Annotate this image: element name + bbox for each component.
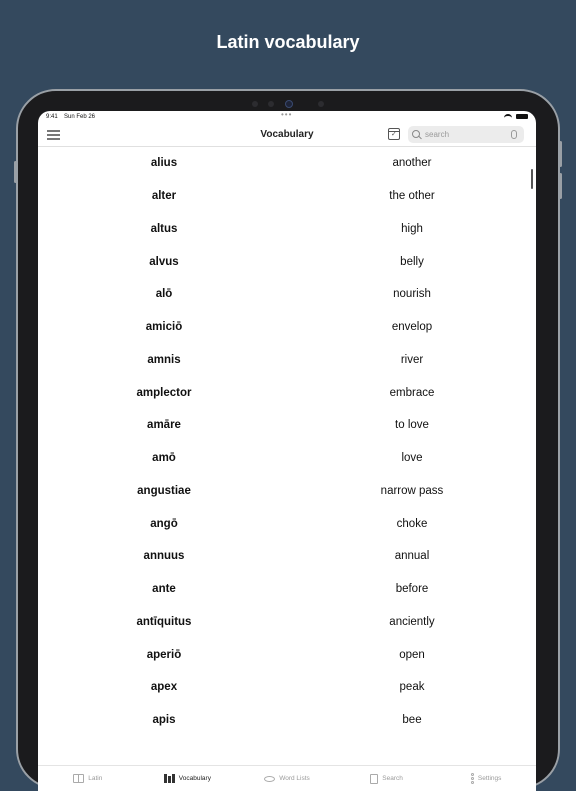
vocabulary-row[interactable] xyxy=(38,507,536,540)
latin-word: altus xyxy=(150,222,178,235)
book-icon xyxy=(73,774,84,783)
latin-word: alvus xyxy=(149,255,179,268)
latin-word: amnis xyxy=(147,353,181,366)
latin-word: apis xyxy=(152,714,176,727)
status-indicators xyxy=(504,114,528,119)
english-translation: river xyxy=(400,353,424,366)
device-volume-up-button xyxy=(559,141,562,167)
latin-word: aperiō xyxy=(146,648,182,661)
scrollbar[interactable] xyxy=(531,169,533,189)
english-translation: peak xyxy=(399,681,425,694)
english-translation: the other xyxy=(389,190,435,203)
latin-word: antīquitus xyxy=(136,615,192,628)
multitasking-dots[interactable]: ••• xyxy=(281,110,293,119)
tab-label: Word Lists xyxy=(279,775,310,782)
english-translation: annual xyxy=(394,550,430,563)
latin-word: amiciō xyxy=(145,321,183,334)
vocabulary-row[interactable] xyxy=(38,245,536,278)
navigation-bar xyxy=(38,123,536,147)
device-volume-down-button xyxy=(559,173,562,199)
page-title: Vocabulary xyxy=(260,129,314,140)
english-translation: before xyxy=(395,583,429,596)
english-translation: belly xyxy=(400,255,424,268)
vocabulary-row[interactable] xyxy=(38,409,536,442)
books-icon xyxy=(164,774,175,783)
search-input[interactable] xyxy=(425,130,509,139)
english-translation: envelop xyxy=(391,321,433,334)
tab-settings[interactable] xyxy=(436,766,536,791)
latin-word: amō xyxy=(152,452,176,465)
vocabulary-row[interactable] xyxy=(38,344,536,377)
latin-word: alter xyxy=(151,190,177,203)
english-translation: open xyxy=(399,648,425,661)
status-date: Sun Feb 26 xyxy=(64,114,96,120)
tab-vocabulary[interactable] xyxy=(138,766,238,791)
promo-headline: Latin vocabulary xyxy=(216,32,360,52)
english-translation: to love xyxy=(395,419,429,432)
vocabulary-row[interactable] xyxy=(38,213,536,246)
vocabulary-row[interactable] xyxy=(38,704,536,737)
layers-icon xyxy=(264,776,275,782)
calendar-icon[interactable] xyxy=(388,128,400,140)
english-translation: nourish xyxy=(393,288,431,301)
sensor-dot xyxy=(252,101,258,107)
latin-word: angō xyxy=(150,517,178,530)
settings-dots-icon xyxy=(471,773,474,784)
wifi-icon xyxy=(504,114,512,119)
ipad-device-frame xyxy=(16,89,560,789)
tab-bar xyxy=(38,765,536,791)
app-screen xyxy=(38,111,536,791)
sensor-dot xyxy=(318,101,324,107)
tab-latin[interactable] xyxy=(38,766,138,791)
tab-label: Settings xyxy=(477,775,502,782)
tab-label: Vocabulary xyxy=(178,775,211,782)
vocabulary-row[interactable] xyxy=(38,180,536,213)
vocabulary-row[interactable] xyxy=(38,671,536,704)
tab-word-lists[interactable] xyxy=(237,766,337,791)
status-time: 9:41 xyxy=(46,114,58,120)
latin-word: ante xyxy=(152,583,176,596)
latin-word: alius xyxy=(150,157,178,170)
vocabulary-row[interactable] xyxy=(38,606,536,639)
english-translation: anciently xyxy=(389,615,435,628)
document-icon xyxy=(370,774,378,784)
latin-word: amplector xyxy=(136,386,192,399)
english-translation: another xyxy=(392,157,432,170)
latin-word: annuus xyxy=(143,550,185,563)
vocabulary-row[interactable] xyxy=(38,442,536,475)
latin-word: alō xyxy=(155,288,173,301)
english-translation: narrow pass xyxy=(380,484,444,497)
vocabulary-row[interactable] xyxy=(38,147,536,180)
vocabulary-row[interactable] xyxy=(38,311,536,344)
front-camera-icon xyxy=(285,100,293,108)
vocabulary-row[interactable] xyxy=(38,376,536,409)
status-bar xyxy=(38,111,536,123)
vocabulary-row[interactable] xyxy=(38,638,536,671)
english-translation: high xyxy=(401,222,423,235)
latin-word: apex xyxy=(150,681,178,694)
english-translation: love xyxy=(401,452,423,465)
vocabulary-row[interactable] xyxy=(38,573,536,606)
vocabulary-row[interactable] xyxy=(38,540,536,573)
english-translation: choke xyxy=(396,517,428,530)
tab-label: Latin xyxy=(88,775,103,782)
english-translation: embrace xyxy=(389,386,435,399)
tab-search[interactable] xyxy=(337,766,437,791)
vocabulary-row[interactable] xyxy=(38,278,536,311)
camera-housing xyxy=(248,98,332,110)
tab-label: Search xyxy=(382,775,403,782)
vocabulary-row[interactable] xyxy=(38,475,536,508)
latin-word: angustiae xyxy=(137,484,191,497)
vocabulary-list[interactable] xyxy=(38,147,536,742)
battery-icon xyxy=(516,114,528,119)
search-field[interactable] xyxy=(408,126,524,143)
device-side-button xyxy=(14,161,17,183)
search-icon xyxy=(412,130,422,140)
latin-word: amāre xyxy=(147,419,181,432)
english-translation: bee xyxy=(402,714,422,727)
sensor-dot xyxy=(268,101,274,107)
microphone-icon[interactable] xyxy=(511,130,517,139)
